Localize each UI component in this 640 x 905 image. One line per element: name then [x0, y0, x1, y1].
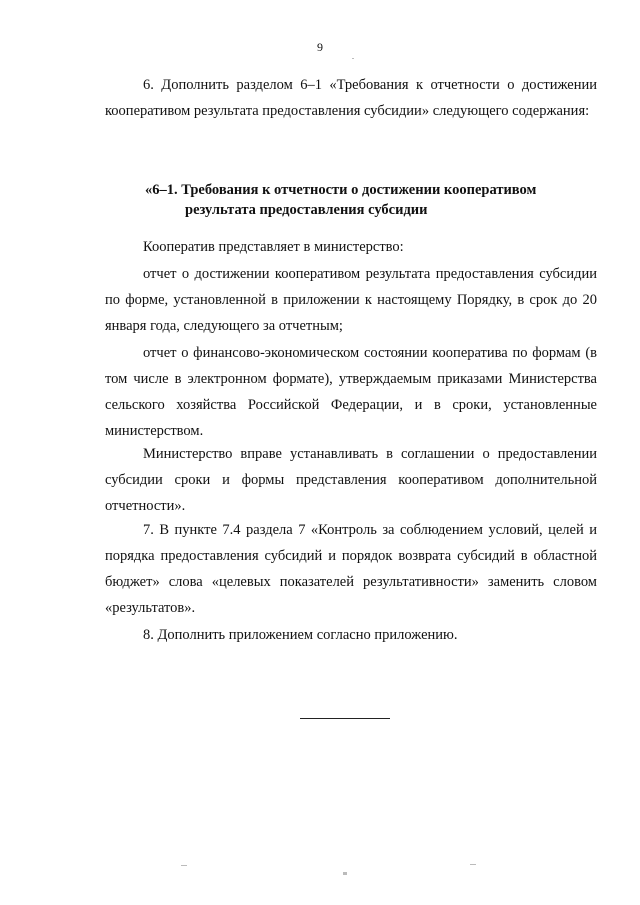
paragraph-ministry: Министерство вправе устанавливать в соглашении о предоставлении субсидии сроки и формы представления кооперативом дополнительной отчетности».: [105, 446, 597, 514]
paragraph-report-2: отчет о финансово-экономическом состоянии кооператива по формам (в том числе в электронном формате), утверждаемым приказами Министерства сельского хозяйства Российской Федерации, и в сроки, установленные министерством.: [105, 345, 597, 439]
page-number: 9: [317, 40, 323, 54]
closing-divider: [300, 718, 390, 719]
section-heading: [145, 180, 597, 220]
section-heading-line-1: «6–1. Требования к отчетности о достижении кооперативом: [145, 182, 537, 198]
section-heading-line-2: результата предоставления субсидии: [185, 202, 428, 218]
scan-speck: [352, 58, 354, 59]
scan-speck: [470, 864, 476, 865]
paragraph-8: 8. Дополнить приложением согласно приложению.: [143, 627, 458, 643]
scan-speck: [343, 872, 347, 875]
paragraph-6: 6. Дополнить разделом 6–1 «Требования к отчетности о достижении кооперативом результата предоставления субсидии» следующего содержания:: [105, 77, 597, 119]
paragraph-intro: Кооператив представляет в министерство:: [143, 239, 404, 255]
paragraph-7: 7. В пункте 7.4 раздела 7 «Контроль за соблюдением условий, целей и порядка предоставления субсидий и порядок возврата субсидий в областной бюджет» слова «целевых показателей результативности» заменить словом «результатов».: [105, 522, 597, 616]
paragraph-report-1: отчет о достижении кооперативом результата предоставления субсидии по форме, установленной в приложении к настоящему Порядку, в срок до 20 января года, следующего за отчетным;: [105, 266, 597, 334]
scan-speck: [181, 865, 187, 866]
